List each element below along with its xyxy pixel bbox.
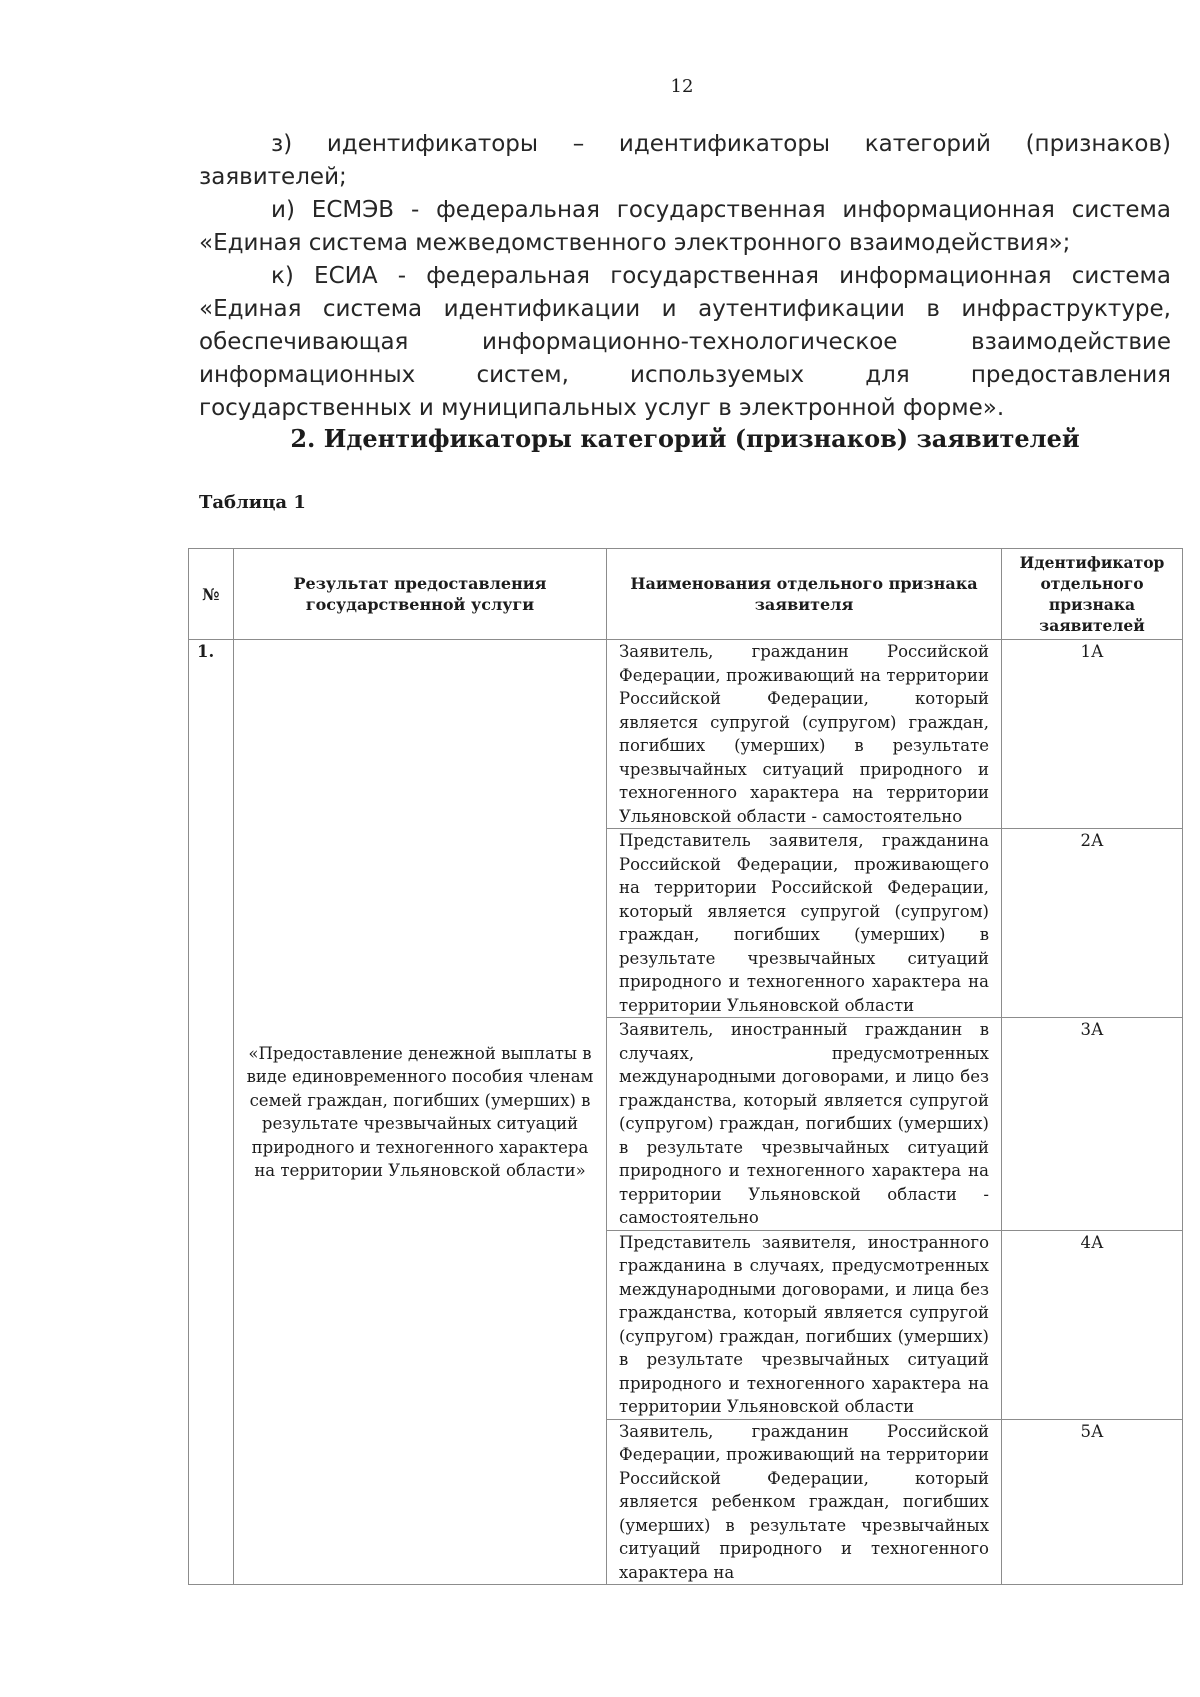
table-header-row bbox=[189, 549, 1183, 640]
definition-i: и) ЕСМЭВ - федеральная государственная информационная система «Единая система межведомственного электронного взаимодействия»; bbox=[199, 197, 1171, 256]
feature-identifier: 3А bbox=[1002, 1018, 1183, 1231]
header-number: № bbox=[189, 549, 234, 640]
section-heading: 2. Идентификаторы категорий (признаков) заявителей bbox=[290, 424, 1080, 453]
feature-identifier: 1А bbox=[1002, 640, 1183, 829]
header-feature-name: Наименования отдельного признака заявителя bbox=[607, 549, 1002, 640]
definition-z: з) идентификаторы – идентификаторы категорий (признаков) заявителей; bbox=[199, 131, 1171, 190]
feature-description: Представитель заявителя, гражданина Российской Федерации, проживающего на территории Российской Федерации, который является супругой (супругом) граждан, погибших (умерших) в результате чрезвычайных ситуаций природного и техногенного характера на территории Ульяновской области bbox=[607, 829, 1002, 1018]
feature-description: Заявитель, иностранный гражданин в случаях, предусмотренных международными договорами, и лицо без гражданства, который является супругой (супругом) граждан, погибших (умерших) в результате чрезвычайных ситуаций природного и техногенного характера на территории Ульяновской области - самостоятельно bbox=[607, 1018, 1002, 1231]
feature-description: Заявитель, гражданин Российской Федерации, проживающий на территории Российской Федерации, который является супругой (супругом) граждан, погибших (умерших) в результате чрезвычайных ситуаций природного и техногенного характера на территории Ульяновской области - самостоятельно bbox=[607, 640, 1002, 829]
table-caption: Таблица 1 bbox=[199, 492, 306, 513]
header-identifier: Идентификатор отдельного признака заявителей bbox=[1002, 549, 1183, 640]
feature-identifier: 2А bbox=[1002, 829, 1183, 1018]
page-number: 12 bbox=[670, 76, 694, 97]
intro-paragraphs bbox=[199, 128, 1171, 425]
feature-identifier: 5А bbox=[1002, 1419, 1183, 1585]
identifiers-table bbox=[188, 548, 1183, 1585]
definition-k: к) ЕСИА - федеральная государственная информационная система «Единая система идентификации и аутентификации в инфраструктуре, обеспечивающая информационно-технологическое взаимодействие информационных систем, используемых для предоставления государственных и муниципальных услуг в электронной форме». bbox=[199, 263, 1171, 421]
feature-identifier: 4А bbox=[1002, 1230, 1183, 1419]
header-result: Результат предоставления государственной услуги bbox=[234, 549, 607, 640]
feature-description: Представитель заявителя, иностранного гражданина в случаях, предусмотренных международными договорами, и лица без гражданства, который является супругой (супругом) граждан, погибших (умерших) в результате чрезвычайных ситуаций природного и техногенного характера на территории Ульяновской области bbox=[607, 1230, 1002, 1419]
feature-description: Заявитель, гражданин Российской Федерации, проживающий на территории Российской Федерации, который является ребенком граждан, погибших (умерших) в результате чрезвычайных ситуаций природного и техногенного характера на bbox=[607, 1419, 1002, 1585]
table-row bbox=[189, 640, 1183, 829]
result-cell: «Предоставление денежной выплаты в виде единовременного пособия членам семей граждан, погибших (умерших) в результате чрезвычайных ситуаций природного и техногенного характера на территории Ульяновской области» bbox=[234, 640, 607, 1585]
row-number-cell: 1. bbox=[189, 640, 234, 1585]
